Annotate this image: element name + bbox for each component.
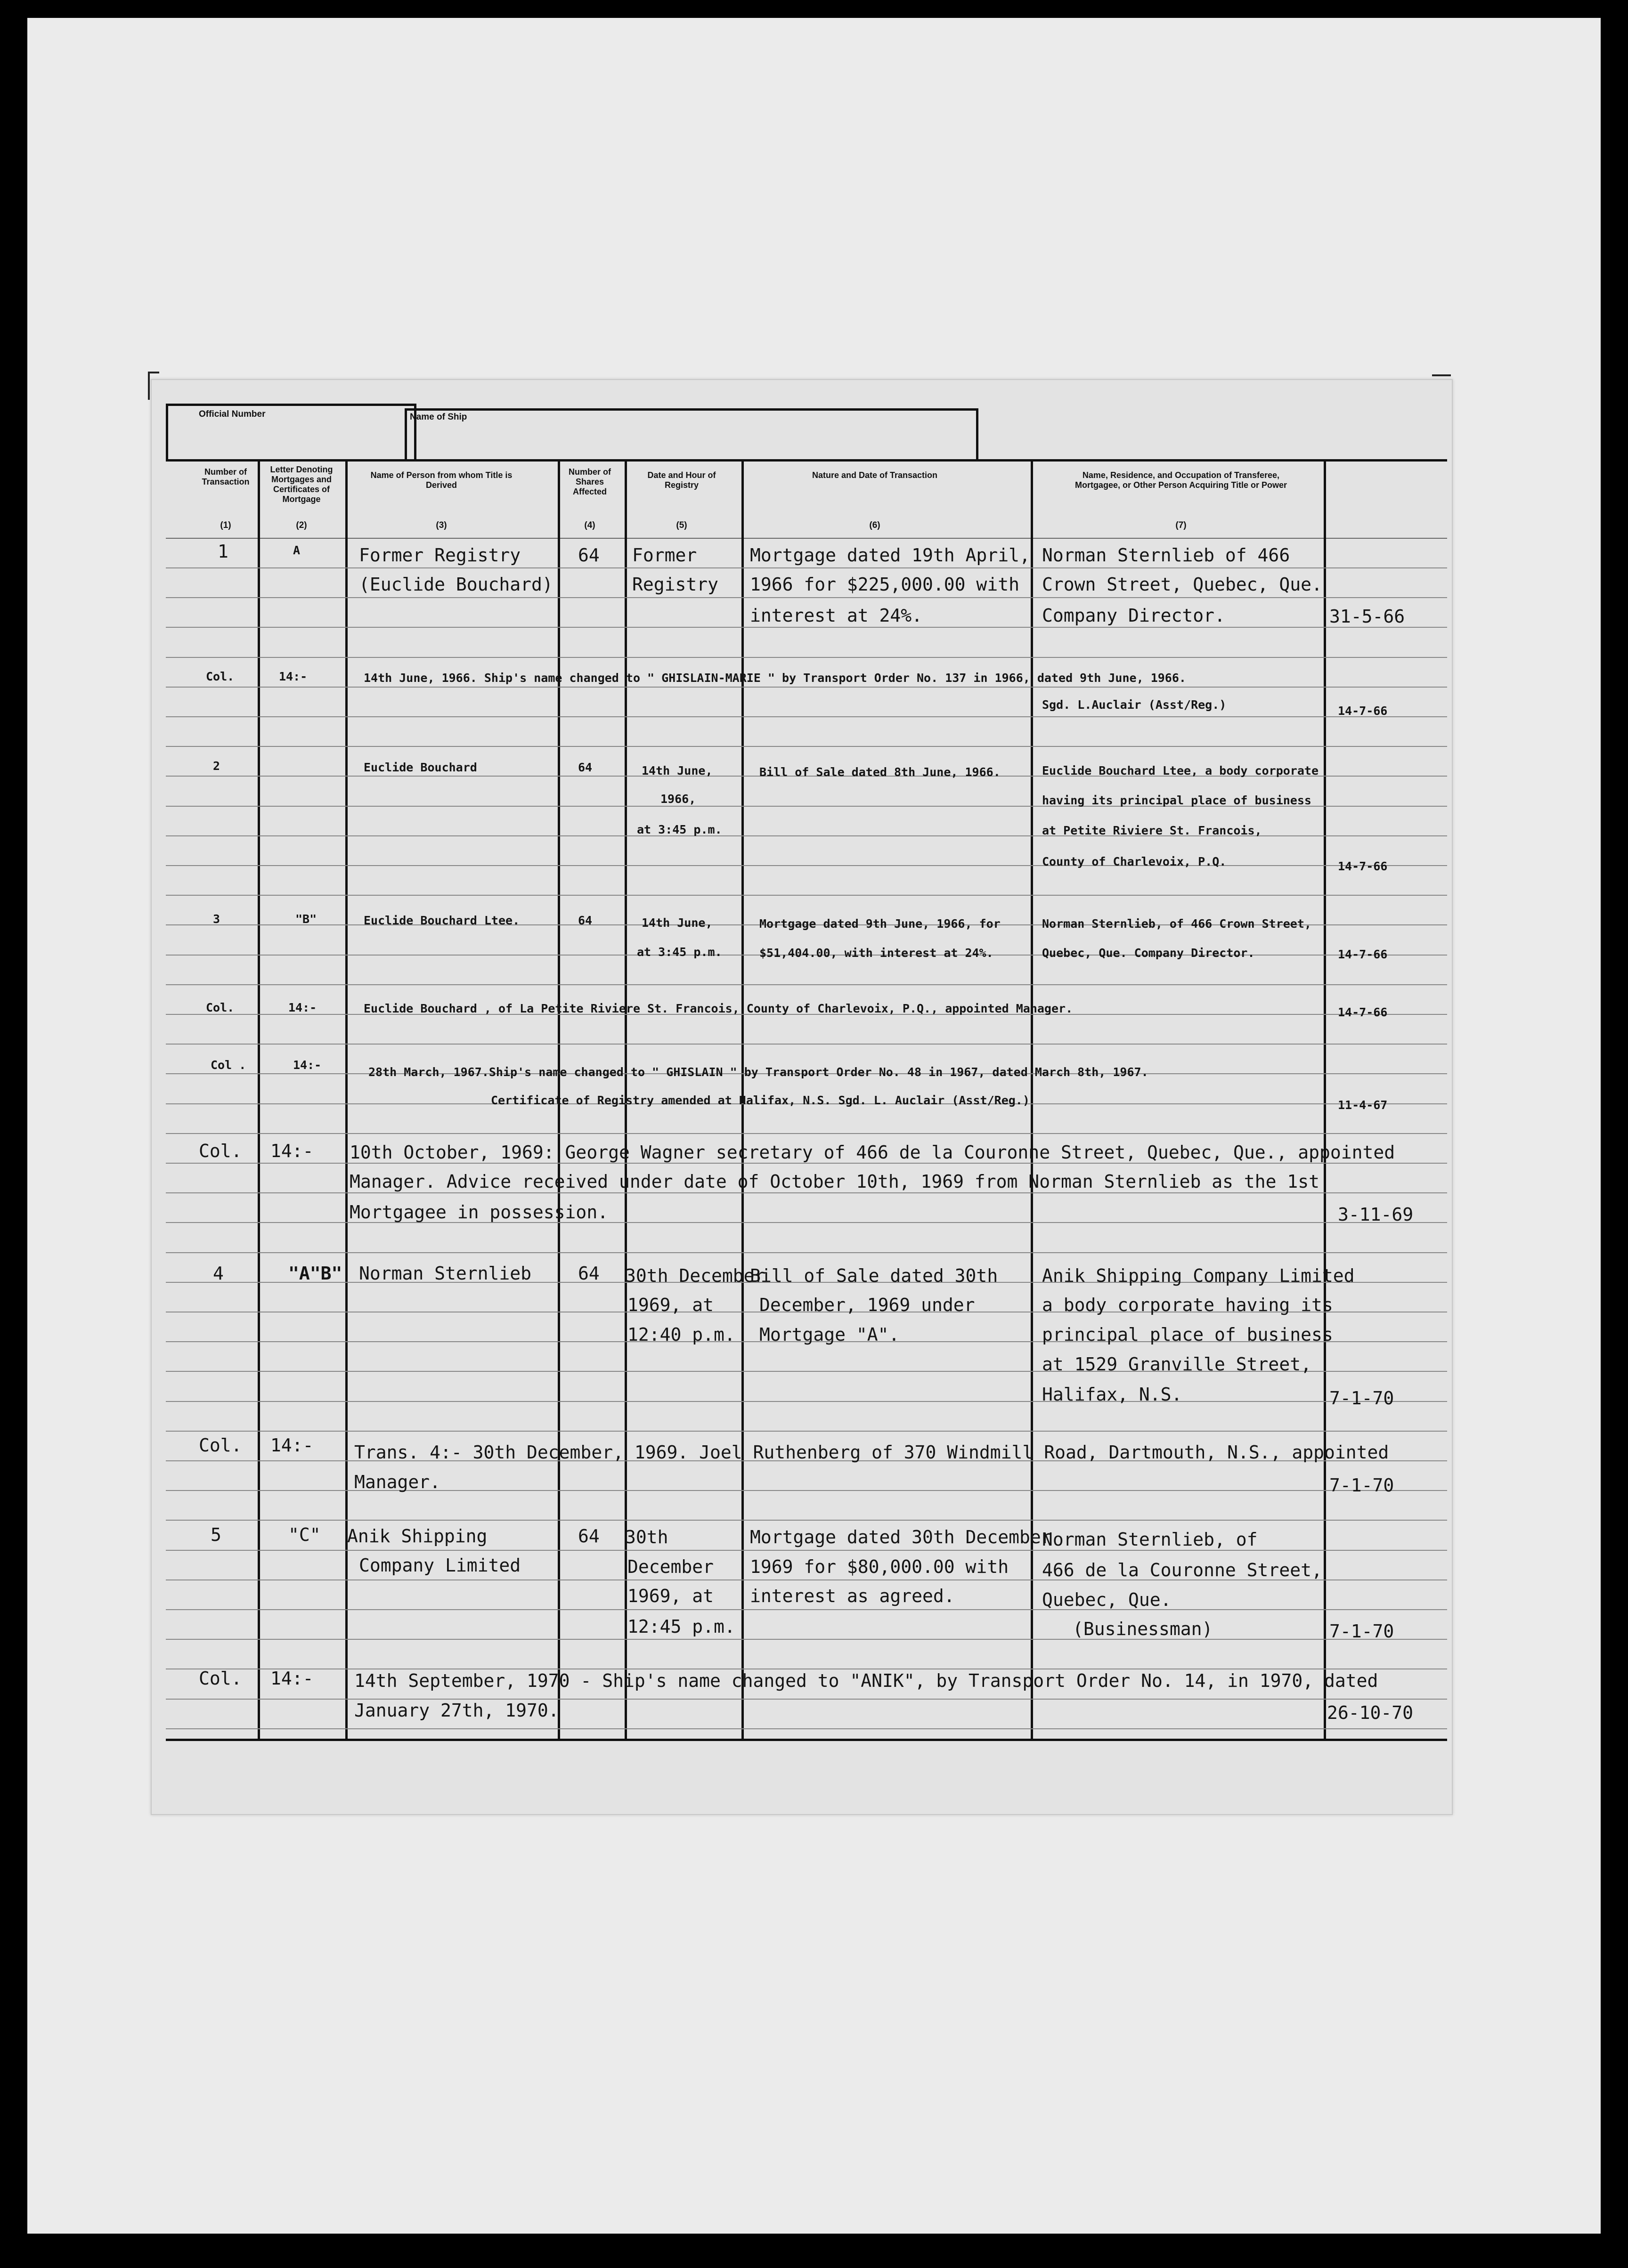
col-marker: Col. (199, 1668, 242, 1689)
registry-date: 1966, (660, 792, 696, 806)
ship-name-label: Name of Ship (410, 412, 467, 422)
registry-date: 1969, at (627, 1295, 714, 1315)
col-reference: 14:- (293, 1058, 322, 1072)
ruled-line (166, 1252, 1447, 1253)
registry-date: at 3:45 p.m. (637, 823, 722, 836)
entry-number: 2 (213, 759, 220, 773)
ship-name-box (405, 408, 978, 462)
entry-number: 1 (218, 541, 228, 562)
registration-date: 14-7-66 (1338, 859, 1388, 873)
ruled-line (166, 984, 1447, 985)
transferee: at 1529 Granville Street, (1042, 1354, 1311, 1375)
col-num-3: (3) (436, 520, 447, 530)
shares: 64 (578, 1526, 600, 1547)
title-from: (Euclide Bouchard) (359, 574, 553, 595)
col-marker: Col . (211, 1058, 246, 1072)
ruled-line (166, 1520, 1447, 1521)
ruled-line (166, 1431, 1447, 1432)
registration-date: 26-10-70 (1327, 1702, 1414, 1723)
transferee: 466 de la Couronne Street, (1042, 1560, 1322, 1580)
registry-date: Former (632, 545, 697, 566)
ruled-line (166, 567, 1447, 568)
col-reference: 14:- (288, 1001, 317, 1014)
registry-date: 14th June, (642, 764, 713, 778)
title-from: Norman Sternlieb (359, 1263, 532, 1284)
registration-date: 14-7-66 (1338, 1005, 1388, 1019)
transaction-nature: $51,404.00, with interest at 24%. (759, 946, 993, 960)
corner-mark-left (148, 372, 150, 400)
col-num-1: (1) (220, 520, 231, 530)
transferee: at Petite Riviere St. Francois, (1042, 824, 1262, 837)
registry-date: 12:45 p.m. (627, 1616, 735, 1637)
ruled-line (166, 1192, 1447, 1193)
ruled-line (166, 895, 1447, 896)
col-note: Euclide Bouchard , of La Petite Riviere St. Francois, County of Charlevoix, P.Q., appointed Manager. (364, 1002, 1073, 1015)
col-header-3: Name of Person from whom Title is Derived (370, 470, 513, 490)
col-header-1: Number of Transaction (202, 467, 250, 486)
col-note: 28th March, 1967.Ship's name changed to " GHISLAIN " by Transport Order No. 48 in 1967, dated March 8th, 1967. (368, 1065, 1148, 1079)
col-note: January 27th, 1970. (354, 1700, 559, 1721)
col-num-6: (6) (869, 520, 880, 530)
col-header-7: Name, Residence, and Occupation of Transferee, Mortgagee, or Other Person Acquiring Title or Power (1074, 470, 1287, 490)
ruled-line (166, 657, 1447, 658)
transferee: County of Charlevoix, P.Q. (1042, 855, 1227, 868)
col-header-2: Letter Denoting Mortgages and Certificates of Mortgage (270, 465, 333, 504)
col-note: Manager. (354, 1472, 441, 1492)
transferee: Quebec, Que. Company Director. (1042, 946, 1255, 960)
ruled-line (166, 1639, 1447, 1640)
corner-mark-left-tick (148, 372, 159, 373)
transaction-nature: 1969 for $80,000.00 with (750, 1556, 1009, 1577)
col-reference: 14:- (270, 1668, 314, 1689)
col-note: 14th September, 1970 - Ship's name changed to "ANIK", by Transport Order No. 14, in 1970, dated (354, 1670, 1378, 1691)
ruled-line (166, 627, 1447, 628)
col-note: Trans. 4:- 30th December, 1969. Joel Ruthenberg of 370 Windmill Road, Dartmouth, N.S., appointed (354, 1442, 1389, 1463)
col-num-5: (5) (676, 520, 687, 530)
col-rule-6 (1031, 459, 1033, 1740)
entry-number: 4 (213, 1263, 224, 1284)
ruled-line (166, 746, 1447, 747)
ruled-line (166, 1550, 1447, 1551)
registry-date: 1969, at (627, 1586, 714, 1606)
transferee: Norman Sternlieb of 466 (1042, 545, 1290, 566)
transferee: (Businessman) (1073, 1619, 1213, 1639)
ruled-line (166, 865, 1447, 866)
table-header-rule (166, 538, 1447, 539)
registry-date: December (627, 1556, 714, 1577)
transferee: Euclide Bouchard Ltee, a body corporate (1042, 764, 1319, 778)
transaction-nature: interest as agreed. (750, 1586, 955, 1606)
col-note: Sgd. L.Auclair (Asst/Reg.) (1042, 698, 1227, 712)
transferee: having its principal place of business (1042, 794, 1311, 807)
ruled-line (166, 1163, 1447, 1164)
shares: 64 (578, 761, 593, 774)
corner-mark-right (1432, 374, 1451, 376)
title-from: Anik Shipping (347, 1526, 488, 1547)
ruled-line (166, 716, 1447, 717)
shares: 64 (578, 914, 593, 927)
transaction-nature: Mortgage "A". (759, 1324, 900, 1345)
col-rule-7 (1324, 459, 1326, 1740)
transaction-nature: 1966 for $225,000.00 with (750, 574, 1019, 595)
mortgage-letter: "A"B" (288, 1263, 342, 1284)
col-note: 14th June, 1966. Ship's name changed to " GHISLAIN-MARIE " by Transport Order No. 137 in 1966, dated 9th June, 1966. (364, 671, 1186, 685)
ruled-line (166, 1728, 1447, 1729)
official-number-label: Official Number (199, 409, 266, 419)
transferee: Norman Sternlieb, of (1042, 1529, 1258, 1550)
col-num-4: (4) (584, 520, 595, 530)
ruled-line (166, 687, 1447, 688)
registry-date: 14th June, (642, 916, 713, 930)
col-marker: Col. (206, 670, 235, 683)
registry-date: 30th December (625, 1265, 765, 1286)
col-note: Certificate of Registry amended at Halifax, N.S. Sgd. L. Auclair (Asst/Reg.) (491, 1094, 1030, 1107)
transaction-nature: Bill of Sale dated 8th June, 1966. (759, 765, 1001, 779)
transferee: Halifax, N.S. (1042, 1384, 1182, 1405)
table-bottom-rule (166, 1739, 1447, 1741)
registration-date: 7-1-70 (1329, 1475, 1394, 1496)
col-header-4: Number of Shares Affected (569, 467, 611, 496)
registration-date: 11-4-67 (1338, 1098, 1388, 1112)
title-from: Company Limited (359, 1555, 521, 1576)
registration-date: 7-1-70 (1329, 1388, 1394, 1409)
ruled-line (166, 1133, 1447, 1134)
transaction-nature: interest at 24%. (750, 605, 923, 626)
mortgage-letter: "B" (295, 912, 317, 926)
col-num-7: (7) (1175, 520, 1187, 530)
col-rule-2 (345, 459, 348, 1740)
registry-date: Registry (632, 574, 719, 595)
title-from: Euclide Bouchard Ltee. (364, 914, 520, 927)
registration-date: 14-7-66 (1338, 948, 1388, 961)
transferee: Anik Shipping Company Limited (1042, 1265, 1355, 1286)
transferee: Crown Street, Quebec, Que. (1042, 574, 1322, 595)
col-note: Manager. Advice received under date of October 10th, 1969 from Norman Sternlieb as the 1st (350, 1171, 1320, 1192)
ruled-line (166, 597, 1447, 598)
transferee: Company Director. (1042, 605, 1225, 626)
col-reference: 14:- (279, 670, 308, 683)
col-header-5: Date and Hour of Registry (647, 470, 716, 490)
transferee: Quebec, Que. (1042, 1589, 1172, 1610)
registry-date: at 3:45 p.m. (637, 945, 722, 959)
col-num-2: (2) (296, 520, 307, 530)
registration-date: 7-1-70 (1329, 1621, 1394, 1642)
shares: 64 (578, 545, 600, 566)
transaction-nature: Mortgage dated 30th December (750, 1527, 1052, 1547)
col-marker: Col. (199, 1435, 242, 1456)
registration-date: 3-11-69 (1338, 1204, 1414, 1225)
transferee: a body corporate having its (1042, 1295, 1333, 1315)
ruled-line (166, 1609, 1447, 1610)
transaction-nature: Mortgage dated 19th April, (750, 545, 1030, 566)
col-note: 10th October, 1969: George Wagner secretary of 466 de la Couronne Street, Quebec, Que., appointed (350, 1142, 1395, 1163)
col-marker: Col. (206, 1001, 235, 1014)
entry-number: 3 (213, 912, 220, 926)
transaction-nature: Mortgage dated 9th June, 1966, for (759, 917, 1001, 931)
title-from: Euclide Bouchard (364, 761, 477, 774)
registration-date: 14-7-66 (1338, 704, 1388, 718)
col-reference: 14:- (270, 1435, 314, 1456)
mortgage-letter: "C" (288, 1524, 321, 1545)
col-header-6: Nature and Date of Transaction (812, 470, 938, 480)
registry-date: 30th (625, 1527, 668, 1547)
transaction-nature: Bill of Sale dated 30th (750, 1265, 998, 1286)
registration-date: 31-5-66 (1329, 606, 1405, 627)
registry-date: 12:40 p.m. (627, 1324, 735, 1345)
mortgage-letter: A (293, 543, 301, 557)
ruled-line (166, 1699, 1447, 1700)
title-from: Former Registry (359, 545, 521, 566)
col-reference: 14:- (270, 1141, 314, 1161)
table-top-rule (166, 459, 1447, 462)
shares: 64 (578, 1263, 600, 1284)
transferee: Norman Sternlieb, of 466 Crown Street, (1042, 917, 1311, 931)
col-marker: Col. (199, 1141, 242, 1161)
transferee: principal place of business (1042, 1324, 1333, 1345)
ruled-line (166, 1044, 1447, 1045)
col-note: Mortgagee in possession. (350, 1202, 609, 1223)
transaction-nature: December, 1969 under (759, 1295, 975, 1315)
col-rule-1 (258, 459, 260, 1740)
register-sheet (151, 379, 1453, 1815)
ruled-line (166, 1401, 1447, 1402)
entry-number: 5 (211, 1524, 221, 1545)
